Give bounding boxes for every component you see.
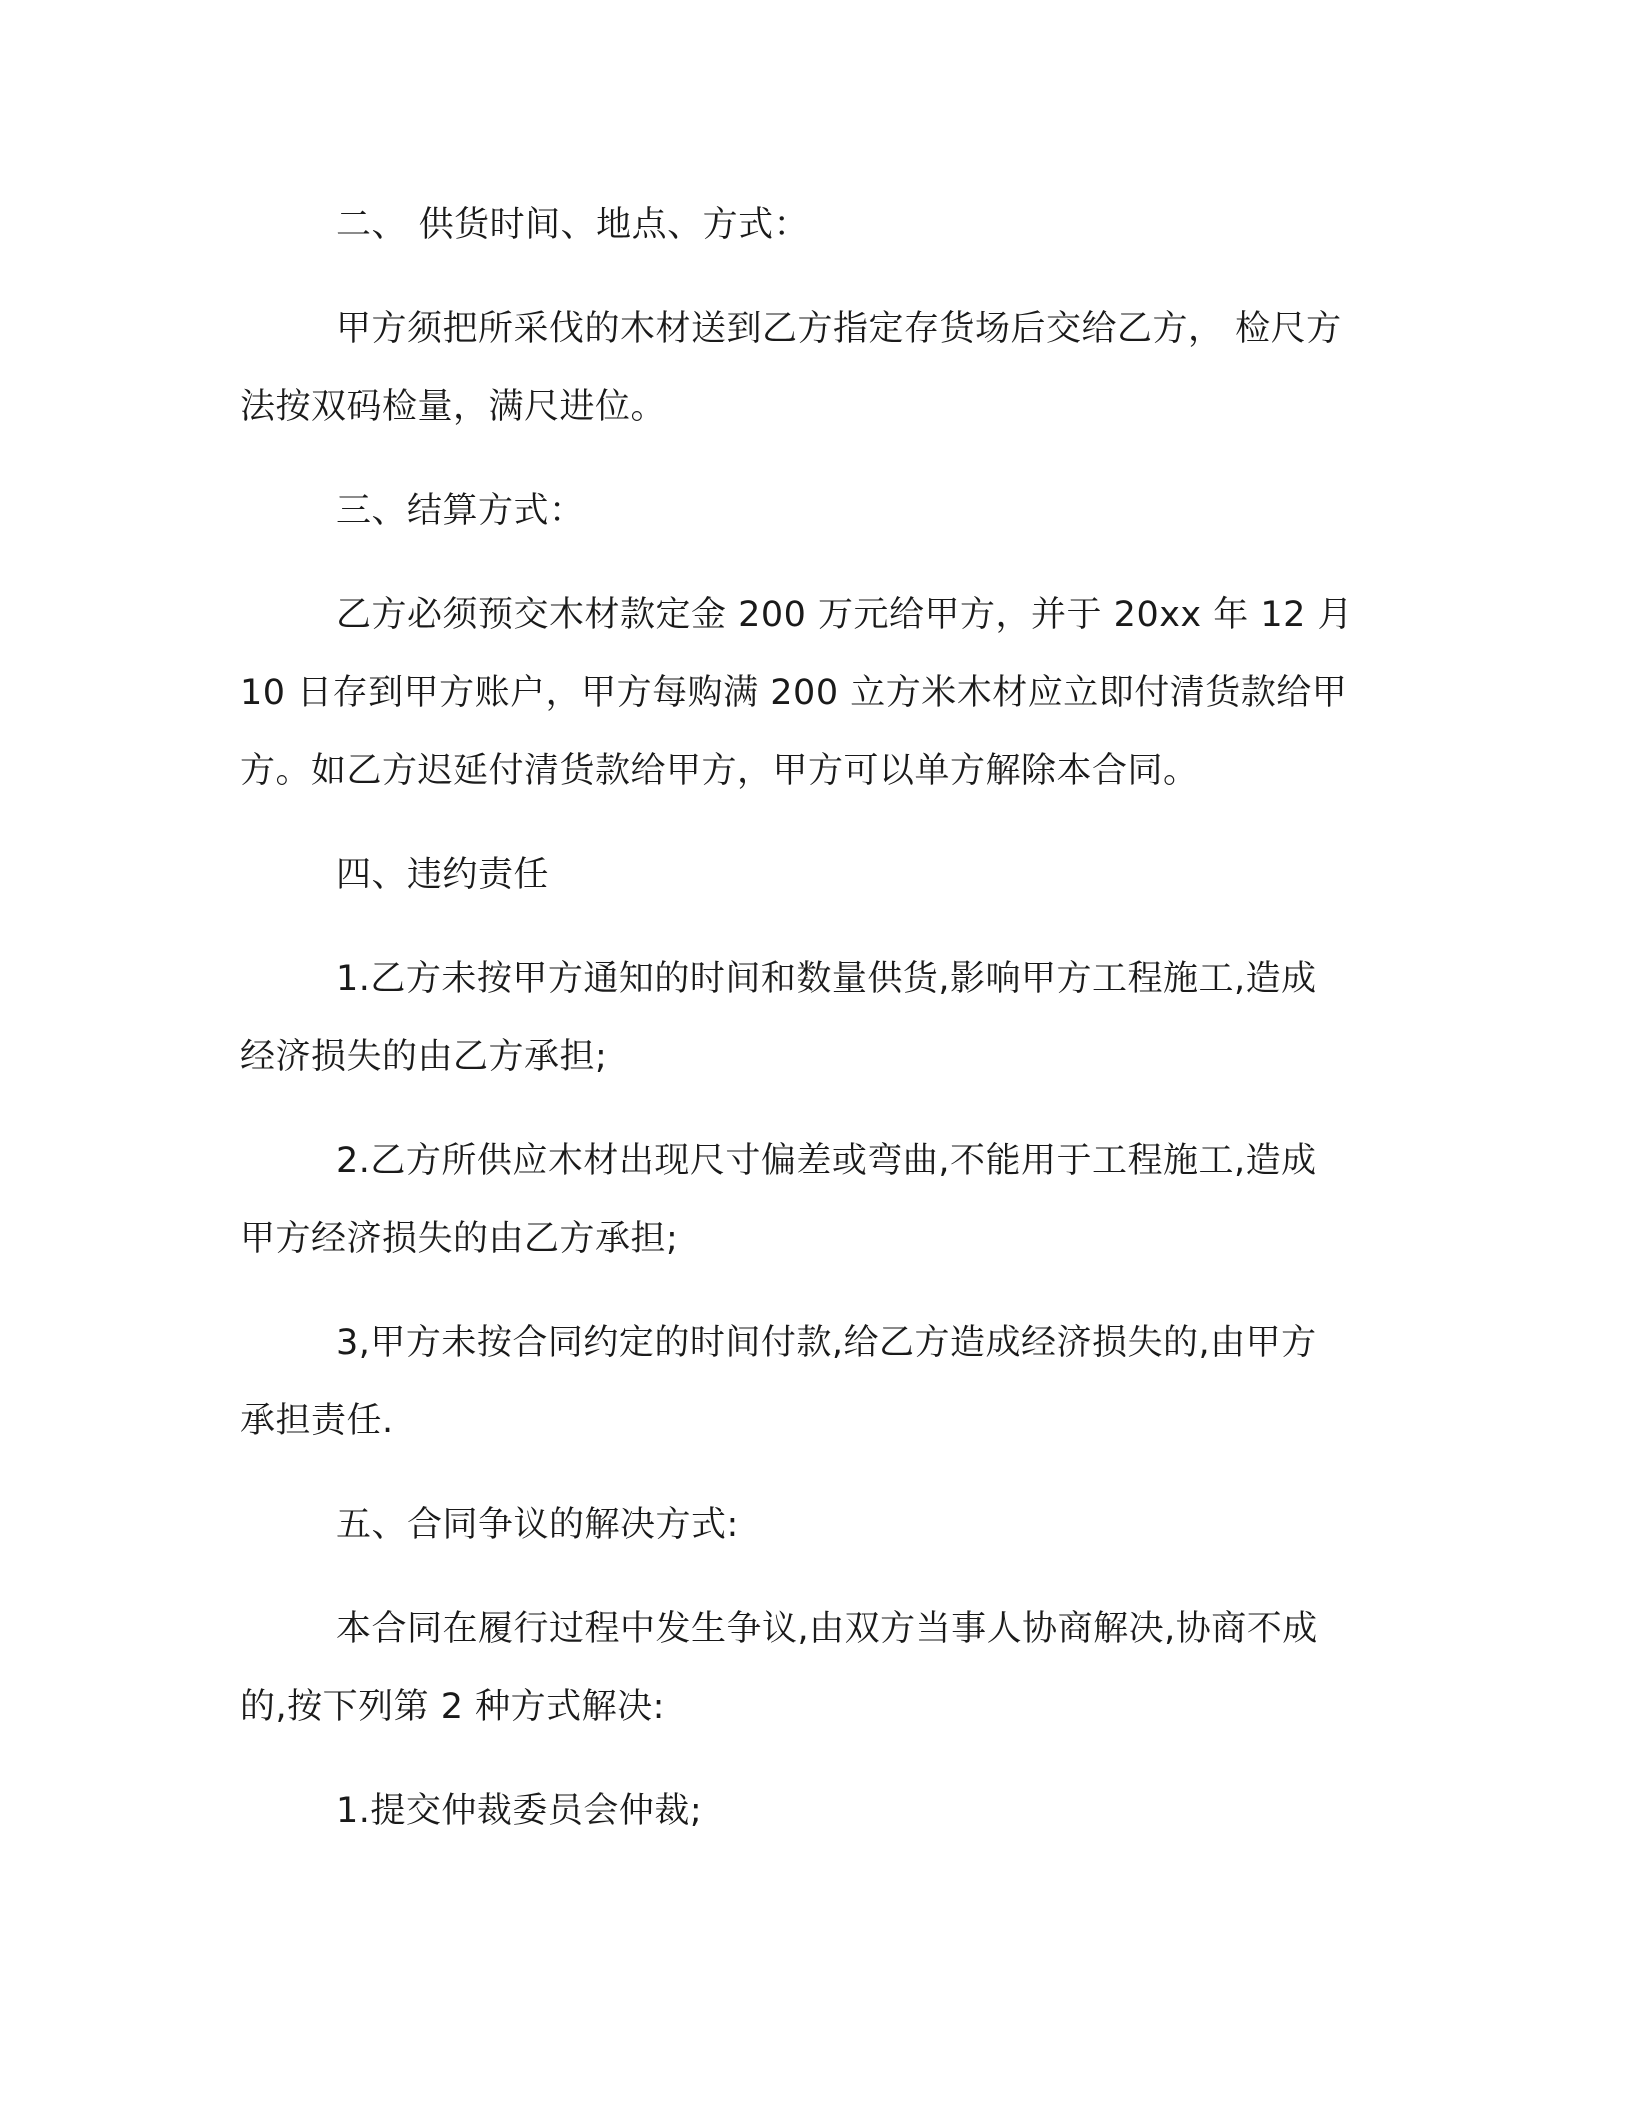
text-line: 的,按下列第 2 种方式解决: <box>240 1687 665 1727</box>
text-line: 法按双码检量，满尺进位。 <box>240 387 667 427</box>
liability-item-1 <box>240 940 1395 1096</box>
text-line: 1.提交仲裁委员会仲裁; <box>336 1791 703 1831</box>
text-line: 三、结算方式： <box>336 491 585 531</box>
text-line: 承担责任. <box>240 1401 394 1441</box>
paragraph-dispute <box>240 1590 1395 1746</box>
dispute-option-1 <box>240 1772 1395 1850</box>
text-line: 3,甲方未按合同约定的时间付款,给乙方造成经济损失的,由甲方 <box>336 1323 1317 1363</box>
text-line: 1.乙方未按甲方通知的时间和数量供货,影响甲方工程施工,造成 <box>336 959 1317 999</box>
section-heading-dispute <box>240 1486 1395 1564</box>
text-line: 甲方须把所采伐的木材送到乙方指定存货场后交给乙方， 检尺方 <box>336 309 1342 349</box>
document-page <box>240 186 1395 1876</box>
liability-item-3 <box>240 1304 1395 1460</box>
text-line: 乙方必须预交木材款定金 200 万元给甲方，并于 20xx 年 12 月 <box>336 595 1354 635</box>
text-line: 2.乙方所供应木材出现尺寸偏差或弯曲,不能用于工程施工,造成 <box>336 1141 1317 1181</box>
liability-item-2 <box>240 1122 1395 1278</box>
text-line: 四、违约责任 <box>336 855 550 895</box>
text-line: 五、合同争议的解决方式: <box>336 1505 739 1545</box>
section-heading-delivery <box>240 186 1395 264</box>
text-line: 本合同在履行过程中发生争议,由双方当事人协商解决,协商不成 <box>336 1609 1318 1649</box>
paragraph-delivery <box>240 290 1395 446</box>
text-line: 10 日存到甲方账户，甲方每购满 200 立方米木材应立即付清货款给甲 <box>240 673 1348 713</box>
section-heading-liability <box>240 836 1395 914</box>
section-heading-settlement <box>240 472 1395 550</box>
text-line: 甲方经济损失的由乙方承担; <box>240 1219 679 1259</box>
text-line: 二、 供货时间、地点、方式： <box>336 205 810 245</box>
text-line: 经济损失的由乙方承担; <box>240 1037 608 1077</box>
paragraph-settlement <box>240 576 1395 810</box>
text-line: 方。如乙方迟延付清货款给甲方，甲方可以单方解除本合同。 <box>240 751 1199 791</box>
